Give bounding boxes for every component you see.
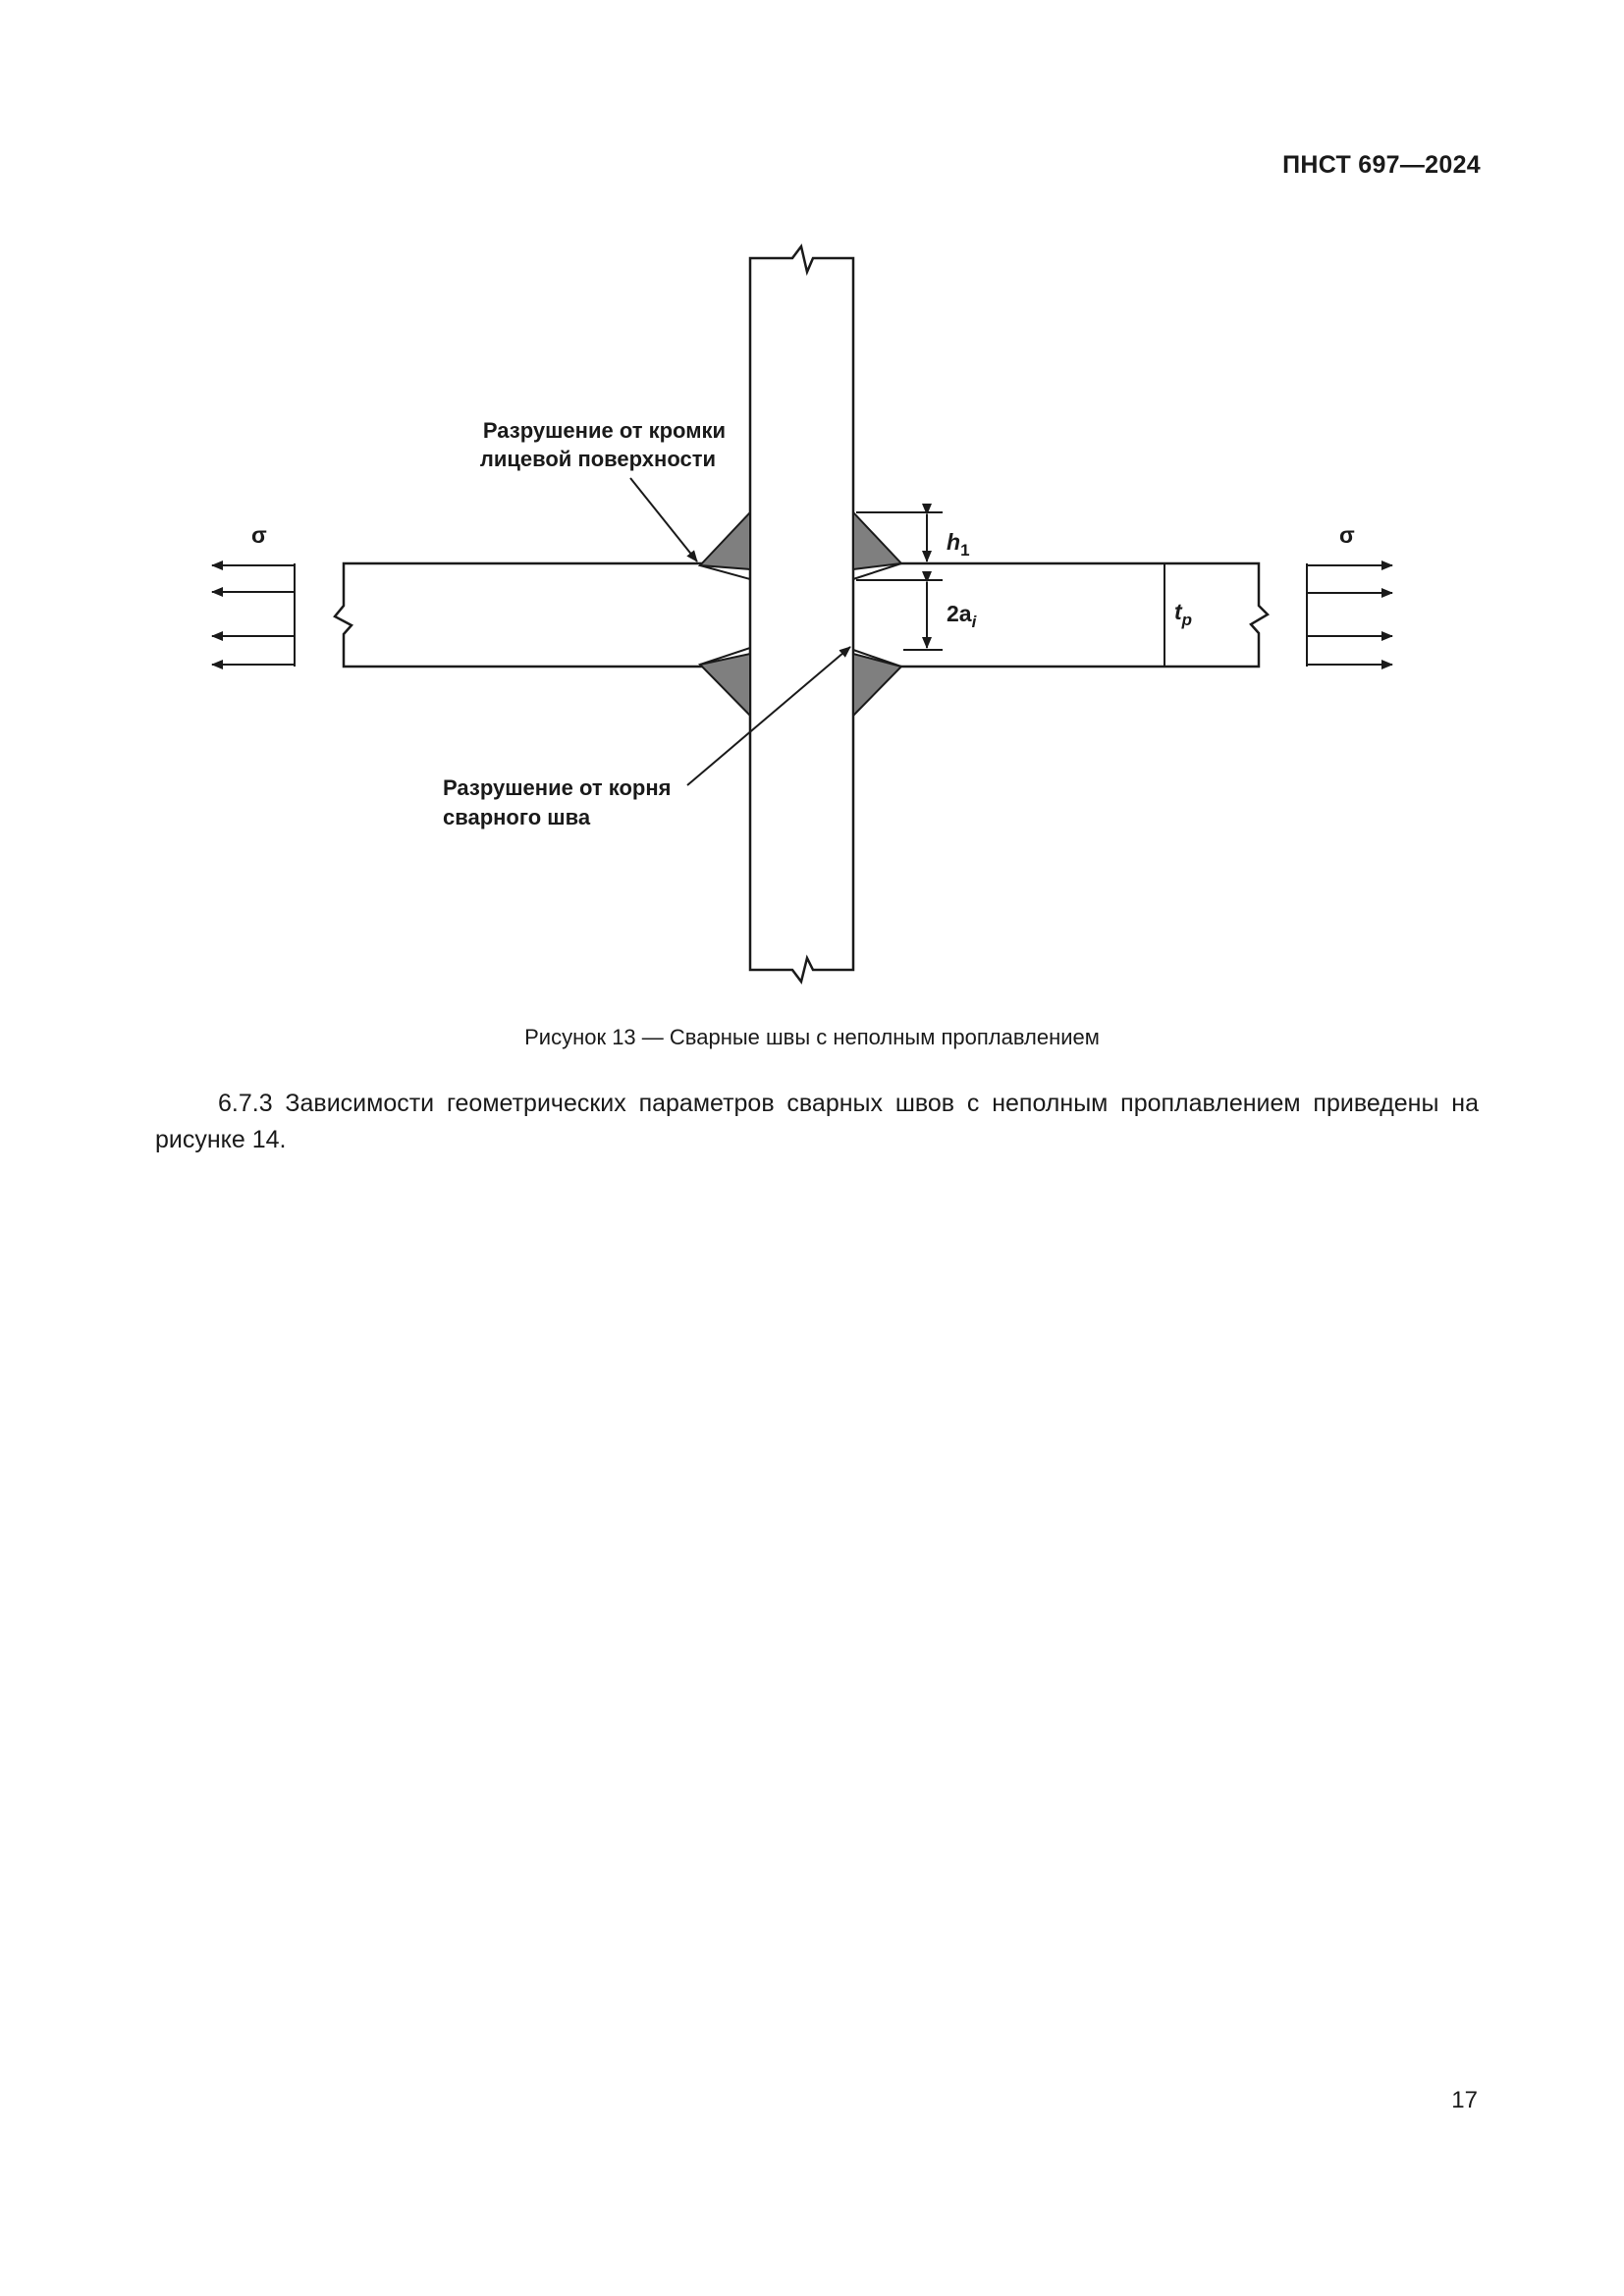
paragraph-text: 6.7.3 Зависимости геометрических параметров сварных швов с неполным проплавлением приведены на рисунке 14. xyxy=(155,1090,1479,1153)
weld-top-right xyxy=(853,512,901,569)
body-paragraph xyxy=(155,1086,1479,1158)
right-plate xyxy=(853,563,1268,667)
sigma-left: σ xyxy=(251,522,267,548)
document-code: ПНСТ 697—2024 xyxy=(1282,151,1481,179)
weld-top-left xyxy=(700,512,750,569)
label-bottom-line1: Разрушение от корня xyxy=(443,775,672,800)
label-top-line1: Разрушение от кромки xyxy=(482,418,726,443)
right-stress-arrows xyxy=(1307,563,1392,667)
left-plate xyxy=(335,563,750,667)
left-stress-arrows xyxy=(212,563,295,667)
label-bottom-line2: сварного шва xyxy=(443,805,591,829)
page-number: 17 xyxy=(1451,2087,1478,2113)
weld-figure xyxy=(0,0,1624,1031)
sigma-right: σ xyxy=(1339,522,1355,548)
h1-label: $h_1$ xyxy=(947,529,970,560)
tp-label: $t_p$ xyxy=(1174,599,1193,629)
vertical-plate xyxy=(750,246,853,982)
leader-top xyxy=(630,478,697,561)
figure-caption: Рисунок 13 — Сварные швы с неполным проплавлением xyxy=(524,1025,1100,1049)
2ai-label: $2a_i$ xyxy=(947,601,977,631)
label-top-line2: лицевой поверхности xyxy=(479,447,716,471)
